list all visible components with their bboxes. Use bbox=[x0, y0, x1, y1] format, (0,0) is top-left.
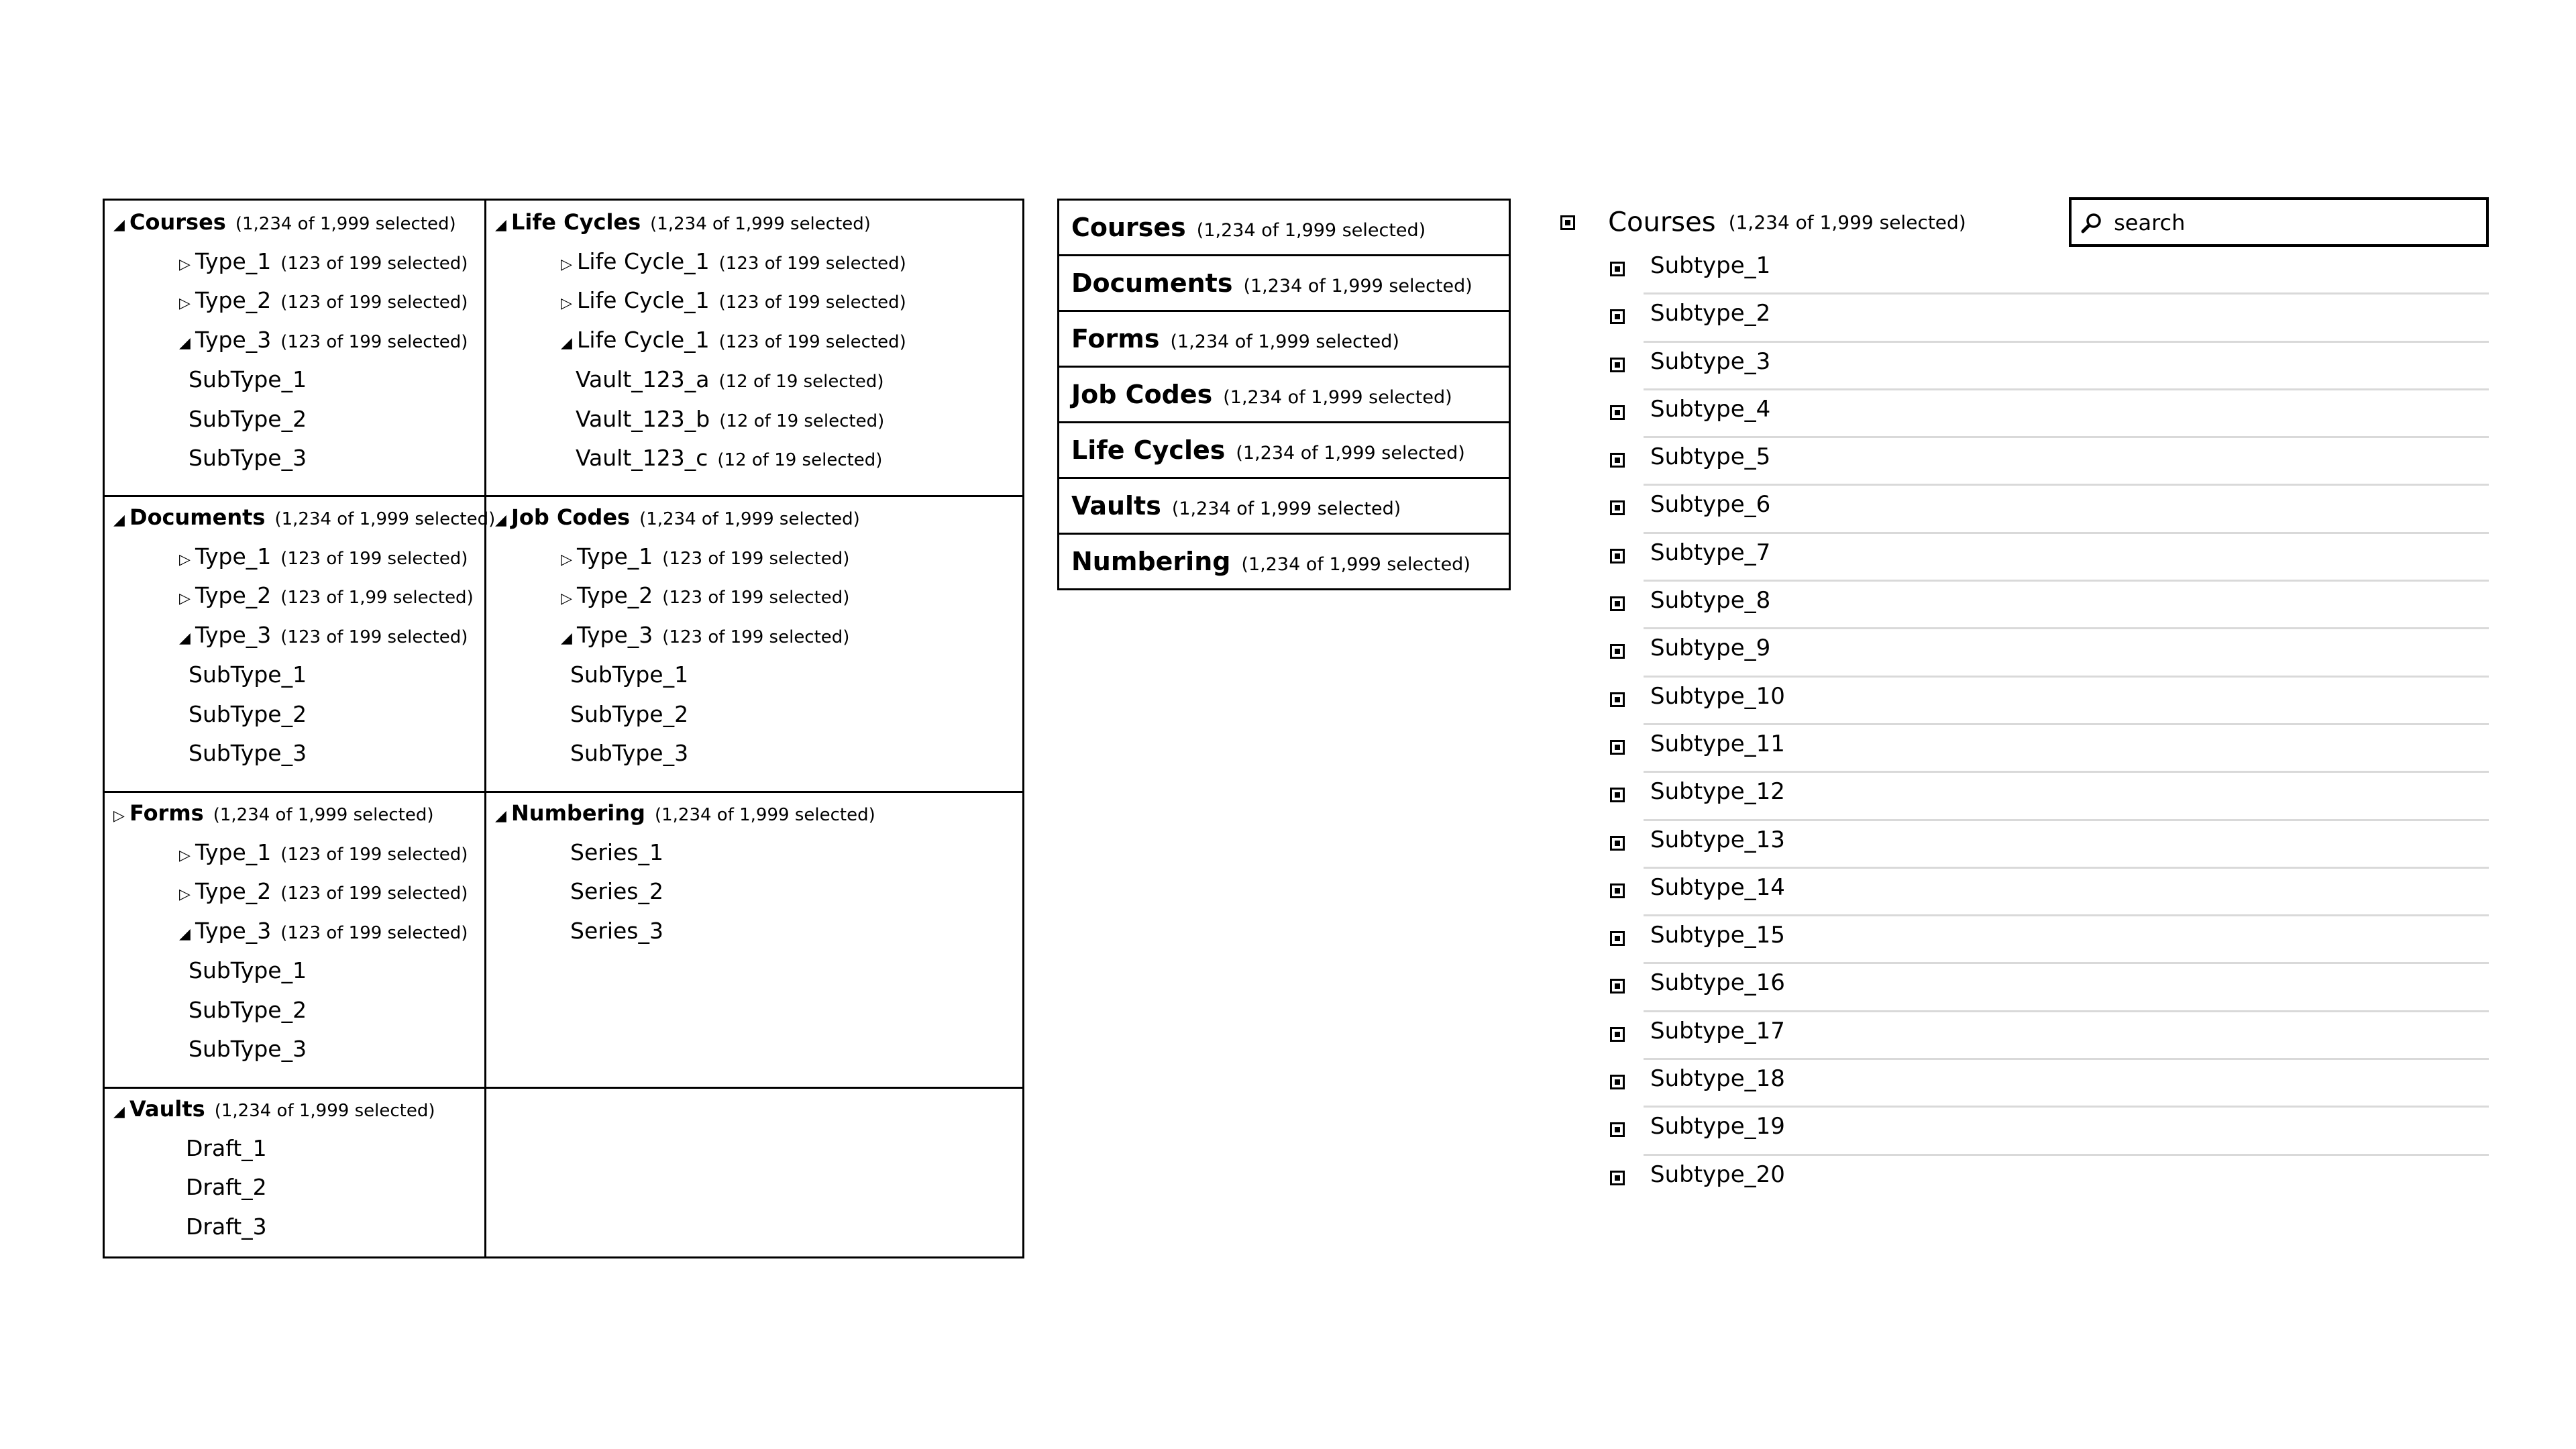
subtype-row[interactable] bbox=[1610, 534, 2489, 582]
subtype-label: Subtype_1 bbox=[1650, 252, 1771, 279]
subtype-checkbox[interactable] bbox=[1610, 692, 1625, 707]
tree-item[interactable] bbox=[179, 327, 468, 354]
collapse-icon[interactable]: ◢ bbox=[561, 335, 572, 352]
tree-item-label: SubType_1 bbox=[570, 661, 689, 688]
subtype-checkbox[interactable] bbox=[1610, 596, 1625, 611]
tree-item-label: SubType_3 bbox=[189, 740, 307, 767]
tree-header[interactable] bbox=[495, 800, 875, 826]
tree-item-count: (123 of 199 selected) bbox=[280, 627, 468, 648]
tree-item-label: Type_3 bbox=[195, 622, 272, 649]
tree-item[interactable] bbox=[189, 957, 307, 984]
tree-item[interactable] bbox=[561, 622, 849, 649]
category-count: (1,234 of 1,999 selected) bbox=[1170, 331, 1399, 352]
tree-item-count: (123 of 199 selected) bbox=[718, 332, 906, 353]
collapse-icon[interactable]: ◢ bbox=[179, 335, 191, 352]
tree-item-label: Vault_123_c bbox=[576, 445, 708, 472]
subtype-label: Subtype_9 bbox=[1650, 635, 1771, 662]
tree-item-label: SubType_1 bbox=[189, 661, 307, 688]
tree-item-label: Type_3 bbox=[195, 327, 272, 354]
tree-header[interactable] bbox=[495, 209, 871, 235]
tree-item-label: Vault_123_a bbox=[576, 366, 710, 392]
collapse-icon[interactable]: ◢ bbox=[179, 630, 191, 647]
expand-icon[interactable]: ▷ bbox=[561, 551, 572, 568]
tree-item-count: (123 of 199 selected) bbox=[662, 548, 850, 569]
tree-item-label: Type_2 bbox=[195, 878, 272, 905]
tree-header[interactable] bbox=[113, 1095, 435, 1122]
tree-item[interactable] bbox=[189, 997, 307, 1024]
tree-header-count: (1,234 of 1,999 selected) bbox=[654, 805, 875, 825]
tree-item[interactable] bbox=[570, 839, 663, 866]
grid-divider bbox=[105, 495, 1022, 497]
subtype-checkbox[interactable] bbox=[1610, 262, 1625, 276]
tree-item[interactable] bbox=[189, 406, 307, 433]
select-all-checkbox[interactable] bbox=[1560, 215, 1575, 230]
category-count: (1,234 of 1,999 selected) bbox=[1243, 276, 1472, 297]
tree-item-label: Type_2 bbox=[195, 287, 272, 314]
subtype-row[interactable] bbox=[1610, 1156, 2489, 1203]
tree-item-label: SubType_3 bbox=[570, 740, 689, 767]
tree-item[interactable] bbox=[179, 622, 468, 649]
collapse-icon[interactable]: ◢ bbox=[495, 808, 506, 824]
subtype-checkbox[interactable] bbox=[1610, 1122, 1625, 1137]
category-label: Life Cycles bbox=[1071, 435, 1226, 465]
tree-item-count: (12 of 19 selected) bbox=[718, 371, 884, 392]
tree-item-label: Series_1 bbox=[570, 839, 663, 865]
tree-item[interactable] bbox=[561, 287, 906, 314]
collapse-icon[interactable]: ◢ bbox=[113, 217, 125, 233]
search-icon bbox=[2081, 211, 2104, 234]
subtype-panel-header bbox=[1560, 205, 1966, 239]
tree-header[interactable] bbox=[495, 504, 860, 531]
subtype-row[interactable] bbox=[1610, 916, 2489, 964]
subtype-row[interactable] bbox=[1610, 390, 2489, 438]
tree-header-count: (1,234 of 1,999 selected) bbox=[213, 805, 434, 825]
category-label: Vaults bbox=[1071, 491, 1161, 521]
tree-item-count: (12 of 19 selected) bbox=[719, 411, 885, 431]
tree-item[interactable] bbox=[570, 701, 688, 728]
category-label: Job Codes bbox=[1071, 380, 1213, 409]
tree-item[interactable] bbox=[179, 918, 468, 945]
tree-item[interactable] bbox=[189, 701, 307, 728]
tree-item[interactable] bbox=[576, 366, 884, 393]
tree-item-count: (123 of 199 selected) bbox=[280, 844, 468, 865]
subtype-label: Subtype_7 bbox=[1650, 539, 1771, 566]
tree-item-count: (123 of 199 selected) bbox=[280, 332, 468, 353]
grid-divider bbox=[105, 791, 1022, 793]
collapse-icon[interactable]: ◢ bbox=[495, 217, 506, 233]
expand-icon[interactable]: ▷ bbox=[179, 847, 191, 864]
subtype-label: Subtype_8 bbox=[1650, 587, 1771, 614]
subtype-label: Subtype_2 bbox=[1650, 300, 1771, 327]
subtype-label: Subtype_18 bbox=[1650, 1065, 1785, 1093]
grid-divider-vertical bbox=[484, 201, 486, 1256]
tree-item-label: SubType_2 bbox=[189, 700, 307, 727]
subtype-row[interactable] bbox=[1610, 678, 2489, 725]
tree-item[interactable] bbox=[570, 661, 688, 688]
tree-header[interactable] bbox=[113, 504, 495, 531]
tree-item[interactable] bbox=[179, 287, 468, 314]
tree-item-label: Type_3 bbox=[195, 918, 272, 945]
tree-item[interactable] bbox=[561, 543, 849, 570]
collapse-icon[interactable]: ◢ bbox=[561, 630, 572, 647]
category-label: Courses bbox=[1071, 213, 1186, 242]
tree-item-label: Type_2 bbox=[577, 582, 653, 609]
subtype-checkbox[interactable] bbox=[1610, 358, 1625, 372]
tree-item[interactable] bbox=[570, 918, 663, 945]
subtype-row[interactable] bbox=[1610, 343, 2489, 390]
subtype-label: Subtype_15 bbox=[1650, 922, 1785, 949]
expand-icon[interactable]: ▷ bbox=[179, 551, 191, 568]
subtype-row[interactable] bbox=[1610, 247, 2489, 294]
category-list bbox=[1057, 199, 1511, 590]
category-item[interactable] bbox=[1057, 312, 1511, 368]
subtype-row[interactable] bbox=[1610, 582, 2489, 629]
expand-icon[interactable]: ▷ bbox=[561, 256, 572, 273]
subtype-row[interactable] bbox=[1610, 773, 2489, 820]
tree-item[interactable] bbox=[189, 740, 307, 767]
tree-item[interactable] bbox=[186, 1174, 267, 1201]
tree-item[interactable] bbox=[186, 1214, 267, 1240]
search-input[interactable] bbox=[2112, 209, 2464, 236]
tree-item-count: (123 of 199 selected) bbox=[280, 923, 468, 944]
subtype-label: Subtype_19 bbox=[1650, 1113, 1785, 1140]
tree-item-label: Type_1 bbox=[195, 543, 272, 570]
subtype-checkbox[interactable] bbox=[1610, 309, 1625, 324]
tree-item-label: Life Cycle_1 bbox=[577, 327, 710, 354]
category-item[interactable] bbox=[1057, 479, 1511, 535]
category-count: (1,234 of 1,999 selected) bbox=[1223, 387, 1452, 408]
tree-item-label: SubType_1 bbox=[189, 366, 307, 392]
tree-header-label: Life Cycles bbox=[511, 209, 641, 235]
tree-item-label: SubType_2 bbox=[189, 996, 307, 1023]
tree-header[interactable] bbox=[113, 800, 433, 826]
tree-header-count: (1,234 of 1,999 selected) bbox=[274, 509, 496, 529]
tree-item[interactable] bbox=[179, 248, 468, 275]
tree-item-label: SubType_1 bbox=[189, 957, 307, 983]
subtype-label: Subtype_16 bbox=[1650, 969, 1785, 997]
tree-item-label: Type_3 bbox=[577, 622, 653, 649]
tree-item-count: (123 of 199 selected) bbox=[718, 253, 906, 274]
subtype-row[interactable] bbox=[1610, 438, 2489, 486]
subtype-checkbox[interactable] bbox=[1610, 883, 1625, 898]
tree-item[interactable] bbox=[570, 878, 663, 905]
subtype-row[interactable] bbox=[1610, 1108, 2489, 1155]
tree-header-label: Forms bbox=[129, 800, 204, 826]
subtype-checkbox[interactable] bbox=[1610, 1075, 1625, 1089]
tree-header-label: Job Codes bbox=[511, 504, 631, 530]
category-label: Forms bbox=[1071, 324, 1160, 354]
expand-icon[interactable]: ▷ bbox=[179, 256, 191, 273]
category-count: (1,234 of 1,999 selected) bbox=[1171, 498, 1401, 519]
tree-header-count: (1,234 of 1,999 selected) bbox=[214, 1101, 435, 1121]
tree-item-label: SubType_3 bbox=[189, 445, 307, 472]
subtype-row[interactable] bbox=[1610, 1012, 2489, 1060]
subtype-label: Subtype_11 bbox=[1650, 730, 1785, 757]
tree-item-label: SubType_3 bbox=[189, 1036, 307, 1063]
subtype-checkbox[interactable] bbox=[1610, 453, 1625, 468]
tree-item-label: SubType_2 bbox=[570, 700, 689, 727]
tree-item-count: (123 of 199 selected) bbox=[280, 253, 468, 274]
expand-icon[interactable]: ▷ bbox=[561, 590, 572, 608]
subtype-checkbox[interactable] bbox=[1610, 1027, 1625, 1042]
tree-item-count: (123 of 199 selected) bbox=[718, 292, 906, 313]
subtype-label: Subtype_20 bbox=[1650, 1161, 1785, 1188]
subtype-row[interactable] bbox=[1610, 486, 2489, 533]
tree-header-label: Courses bbox=[129, 209, 226, 235]
tree-item-count: (12 of 19 selected) bbox=[717, 450, 883, 471]
tree-item[interactable] bbox=[179, 582, 474, 609]
tree-item-label: Type_2 bbox=[195, 582, 272, 609]
subtype-panel-title: Courses bbox=[1608, 207, 1716, 238]
subtype-label: Subtype_17 bbox=[1650, 1017, 1785, 1044]
tree-item[interactable] bbox=[189, 445, 307, 472]
tree-item[interactable] bbox=[576, 445, 882, 472]
grid-divider bbox=[105, 1087, 1022, 1089]
subtype-label: Subtype_13 bbox=[1650, 826, 1785, 853]
subtype-label: Subtype_10 bbox=[1650, 682, 1785, 710]
expand-icon[interactable]: ▷ bbox=[561, 295, 572, 313]
subtype-label: Subtype_12 bbox=[1650, 778, 1785, 806]
tree-item-label: Draft_2 bbox=[186, 1174, 267, 1201]
category-item[interactable] bbox=[1057, 423, 1511, 479]
tree-item-label: SubType_2 bbox=[189, 405, 307, 432]
tree-item[interactable] bbox=[561, 327, 906, 354]
tree-item-label: Life Cycle_1 bbox=[577, 248, 710, 274]
subtype-label: Subtype_14 bbox=[1650, 873, 1785, 901]
subtype-row[interactable] bbox=[1610, 1060, 2489, 1108]
expand-icon[interactable]: ▷ bbox=[113, 808, 125, 824]
tree-item[interactable] bbox=[179, 543, 468, 570]
category-count: (1,234 of 1,999 selected) bbox=[1196, 220, 1426, 241]
subtype-row[interactable] bbox=[1610, 294, 2489, 342]
tree-item[interactable] bbox=[186, 1135, 267, 1162]
collapse-icon[interactable]: ◢ bbox=[113, 1104, 125, 1120]
subtype-checkbox[interactable] bbox=[1610, 979, 1625, 994]
subtype-label: Subtype_3 bbox=[1650, 347, 1771, 375]
tree-item-count: (123 of 199 selected) bbox=[280, 548, 468, 569]
tree-item-label: Type_1 bbox=[195, 839, 272, 865]
subtype-list bbox=[1610, 247, 2489, 1203]
tree-item[interactable] bbox=[561, 582, 849, 609]
tree-item[interactable] bbox=[561, 248, 906, 275]
tree-header-label: Documents bbox=[129, 504, 266, 530]
tree-item-label: Vault_123_b bbox=[576, 405, 710, 432]
tree-item-label: Type_1 bbox=[195, 248, 272, 274]
expand-icon[interactable]: ▷ bbox=[179, 295, 191, 313]
expand-icon[interactable]: ▷ bbox=[179, 590, 191, 608]
category-item[interactable] bbox=[1057, 256, 1511, 312]
subtype-row[interactable] bbox=[1610, 964, 2489, 1012]
tree-item[interactable] bbox=[189, 1036, 307, 1063]
tree-header-count: (1,234 of 1,999 selected) bbox=[235, 214, 456, 234]
tree-item-label: Type_1 bbox=[577, 543, 653, 570]
tree-item[interactable] bbox=[189, 366, 307, 393]
collapse-icon[interactable]: ◢ bbox=[495, 512, 506, 529]
category-item[interactable] bbox=[1057, 368, 1511, 423]
tree-item-label: Life Cycle_1 bbox=[577, 287, 710, 314]
collapse-icon[interactable]: ◢ bbox=[179, 926, 191, 943]
subtype-row[interactable] bbox=[1610, 869, 2489, 916]
tree-item-count: (123 of 199 selected) bbox=[662, 627, 850, 648]
collapse-icon[interactable]: ◢ bbox=[113, 512, 125, 529]
tree-item[interactable] bbox=[189, 661, 307, 688]
category-count: (1,234 of 1,999 selected) bbox=[1241, 554, 1470, 575]
tree-item-count: (123 of 199 selected) bbox=[662, 588, 850, 608]
subtype-row[interactable] bbox=[1610, 629, 2489, 677]
subtype-checkbox[interactable] bbox=[1610, 1171, 1625, 1185]
tree-item[interactable] bbox=[179, 878, 468, 905]
tree-item[interactable] bbox=[179, 839, 468, 866]
category-item[interactable] bbox=[1057, 199, 1511, 256]
expand-icon[interactable]: ▷ bbox=[179, 886, 191, 904]
tree-item-count: (123 of 199 selected) bbox=[280, 292, 468, 313]
category-label: Numbering bbox=[1071, 547, 1231, 576]
tree-header-count: (1,234 of 1,999 selected) bbox=[639, 509, 860, 529]
tree-item-label: Draft_3 bbox=[186, 1214, 267, 1240]
tree-item-label: Series_2 bbox=[570, 878, 663, 905]
subtype-label: Subtype_5 bbox=[1650, 443, 1771, 471]
tree-grid bbox=[103, 199, 1024, 1258]
subtype-checkbox[interactable] bbox=[1610, 931, 1625, 946]
tree-header-count: (1,234 of 1,999 selected) bbox=[650, 214, 871, 234]
search-box[interactable] bbox=[2069, 197, 2489, 247]
subtype-panel-count: (1,234 of 1,999 selected) bbox=[1728, 211, 1966, 233]
subtype-checkbox[interactable] bbox=[1610, 405, 1625, 420]
tree-item-label: Series_3 bbox=[570, 918, 663, 945]
tree-header-label: Numbering bbox=[511, 800, 645, 826]
subtype-label: Subtype_6 bbox=[1650, 491, 1771, 519]
tree-item-count: (123 of 199 selected) bbox=[280, 883, 468, 904]
tree-item-label: Draft_1 bbox=[186, 1134, 267, 1161]
tree-item[interactable] bbox=[576, 406, 884, 433]
subtype-checkbox[interactable] bbox=[1610, 788, 1625, 802]
category-count: (1,234 of 1,999 selected) bbox=[1236, 443, 1465, 464]
subtype-row[interactable] bbox=[1610, 725, 2489, 773]
category-label: Documents bbox=[1071, 268, 1233, 298]
subtype-checkbox[interactable] bbox=[1610, 740, 1625, 755]
category-item[interactable] bbox=[1057, 535, 1511, 590]
tree-header[interactable] bbox=[113, 209, 456, 235]
subtype-row[interactable] bbox=[1610, 821, 2489, 869]
subtype-label: Subtype_4 bbox=[1650, 395, 1771, 423]
tree-header-label: Vaults bbox=[129, 1096, 205, 1122]
subtype-checkbox[interactable] bbox=[1610, 500, 1625, 515]
subtype-checkbox[interactable] bbox=[1610, 836, 1625, 851]
subtype-checkbox[interactable] bbox=[1610, 549, 1625, 564]
tree-item-count: (123 of 1,99 selected) bbox=[280, 588, 474, 608]
tree-item[interactable] bbox=[570, 740, 688, 767]
subtype-checkbox[interactable] bbox=[1610, 644, 1625, 659]
